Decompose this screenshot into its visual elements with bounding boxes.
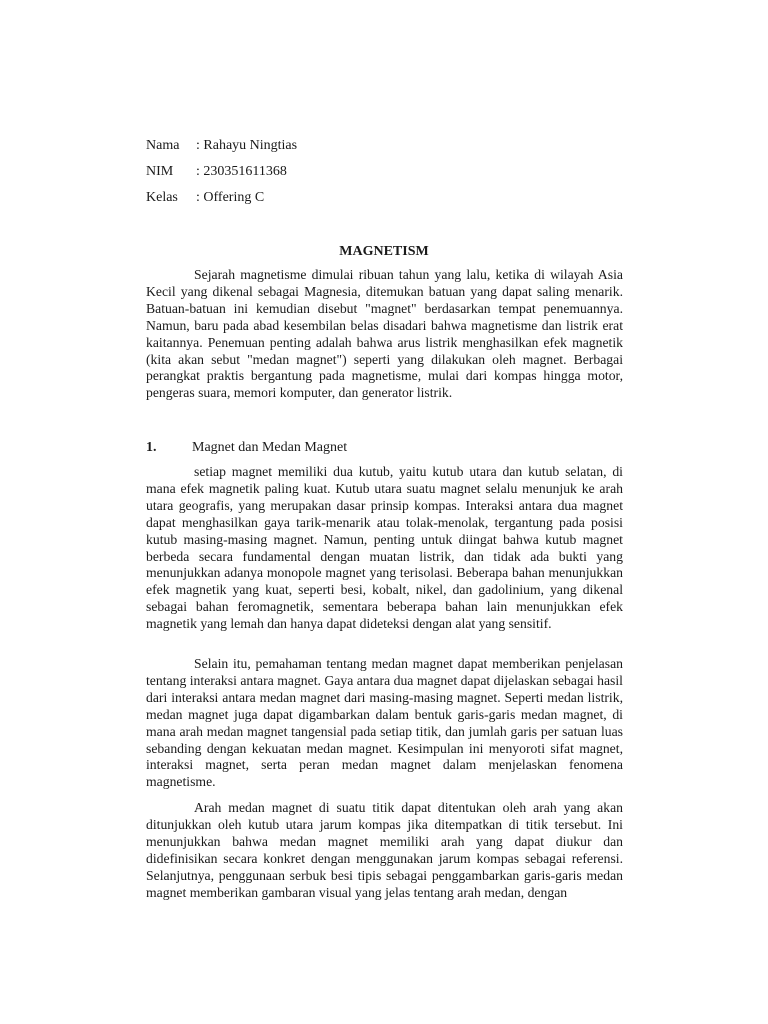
- name-value: : Rahayu Ningtias: [196, 138, 298, 153]
- nim-row: [146, 163, 287, 181]
- document-title: MAGNETISM: [339, 244, 429, 259]
- name-label: Nama: [146, 138, 180, 153]
- section-number: 1.: [146, 440, 157, 455]
- nim-label: NIM: [146, 164, 174, 179]
- body-paragraph: Arah medan magnet di suatu titik dapat ditentukan oleh arah yang akan ditunjukkan oleh kutub utara jarum kompas jika ditempatkan di titik tersebut. Ini menunjukkan bahwa medan magnet memiliki arah yang dapat diukur dan didefinisikan secara konkret dengan menggunakan jarum kompas sebagai referensi. Selanjutnya, penggunaan serbuk besi tipis sebagai penggambarkan garis-garis medan magnet memberikan gambaran visual yang jelas tentang arah medan, dengan: [146, 800, 623, 900]
- class-label: Kelas: [146, 190, 178, 205]
- class-row: [146, 189, 264, 207]
- body-paragraph: setiap magnet memiliki dua kutub, yaitu kutub utara dan kutub selatan, di mana efek magnetik paling kuat. Kutub utara suatu magnet selalu menunjuk ke arah utara geografis, yang merupakan dasar prinsip kompas. Interaksi antara dua magnet dapat menghasilkan gaya tarik-menarik atau tolak-menolak, tergantung pada posisi kutub masing-masing magnet. Namun, penting untuk diingat bahwa kutub magnet berbeda secara fundamental dengan muatan listrik, dan tidak ada bukti yang menunjukkan adanya monopole magnet yang terisolasi. Beberapa bahan menunjukkan efek magnetik yang kuat, seperti besi, kobalt, nikel, dan gadolinium, yang dikenal sebagai bahan feromagnetik, sementara beberapa bahan lain menunjukkan efek magnetik yang lemah dan hanya dapat dideteksi dengan alat yang sensitif.: [146, 464, 623, 632]
- name-row: [146, 137, 297, 155]
- section-title: Magnet dan Medan Magnet: [192, 440, 348, 455]
- class-value: : Offering C: [196, 190, 265, 205]
- intro-paragraph: Sejarah magnetisme dimulai ribuan tahun yang lalu, ketika di wilayah Asia Kecil yang dikenal sebagai Magnesia, ditemukan batuan yang dapat saling menarik. Batuan-batuan ini kemudian disebut "magnet" berdasarkan tempat penemuannya. Namun, baru pada abad kesembilan belas disadari bahwa magnetisme dan listrik erat kaitannya. Penemuan penting adalah bahwa arus listrik menghasilkan efek magnetik (kita akan sebut "medan magnet") seperti yang dilakukan oleh magnet. Berbagai perangkat praktis bergantung pada magnetisme, mulai dari kompas hingga motor, pengeras suara, memori komputer, dan generator listrik.: [146, 267, 623, 401]
- section-heading: [146, 439, 347, 457]
- nim-value: : 230351611368: [196, 164, 287, 179]
- body-paragraph: Selain itu, pemahaman tentang medan magnet dapat memberikan penjelasan tentang interaksi antara magnet. Gaya antara dua magnet dapat dijelaskan sebagai hasil dari interaksi antara medan magnet dari masing-masing magnet. Seperti medan listrik, medan magnet juga dapat digambarkan dalam bentuk garis-garis medan magnet, di mana arah medan magnet tangensial pada setiap titik, dan jumlah garis per satuan luas sebanding dengan kekuatan medan magnet. Kesimpulan ini menyoroti sifat magnet, interaksi magnet, serta peran medan magnet dalam menjelaskan fenomena magnetisme.: [146, 656, 623, 790]
